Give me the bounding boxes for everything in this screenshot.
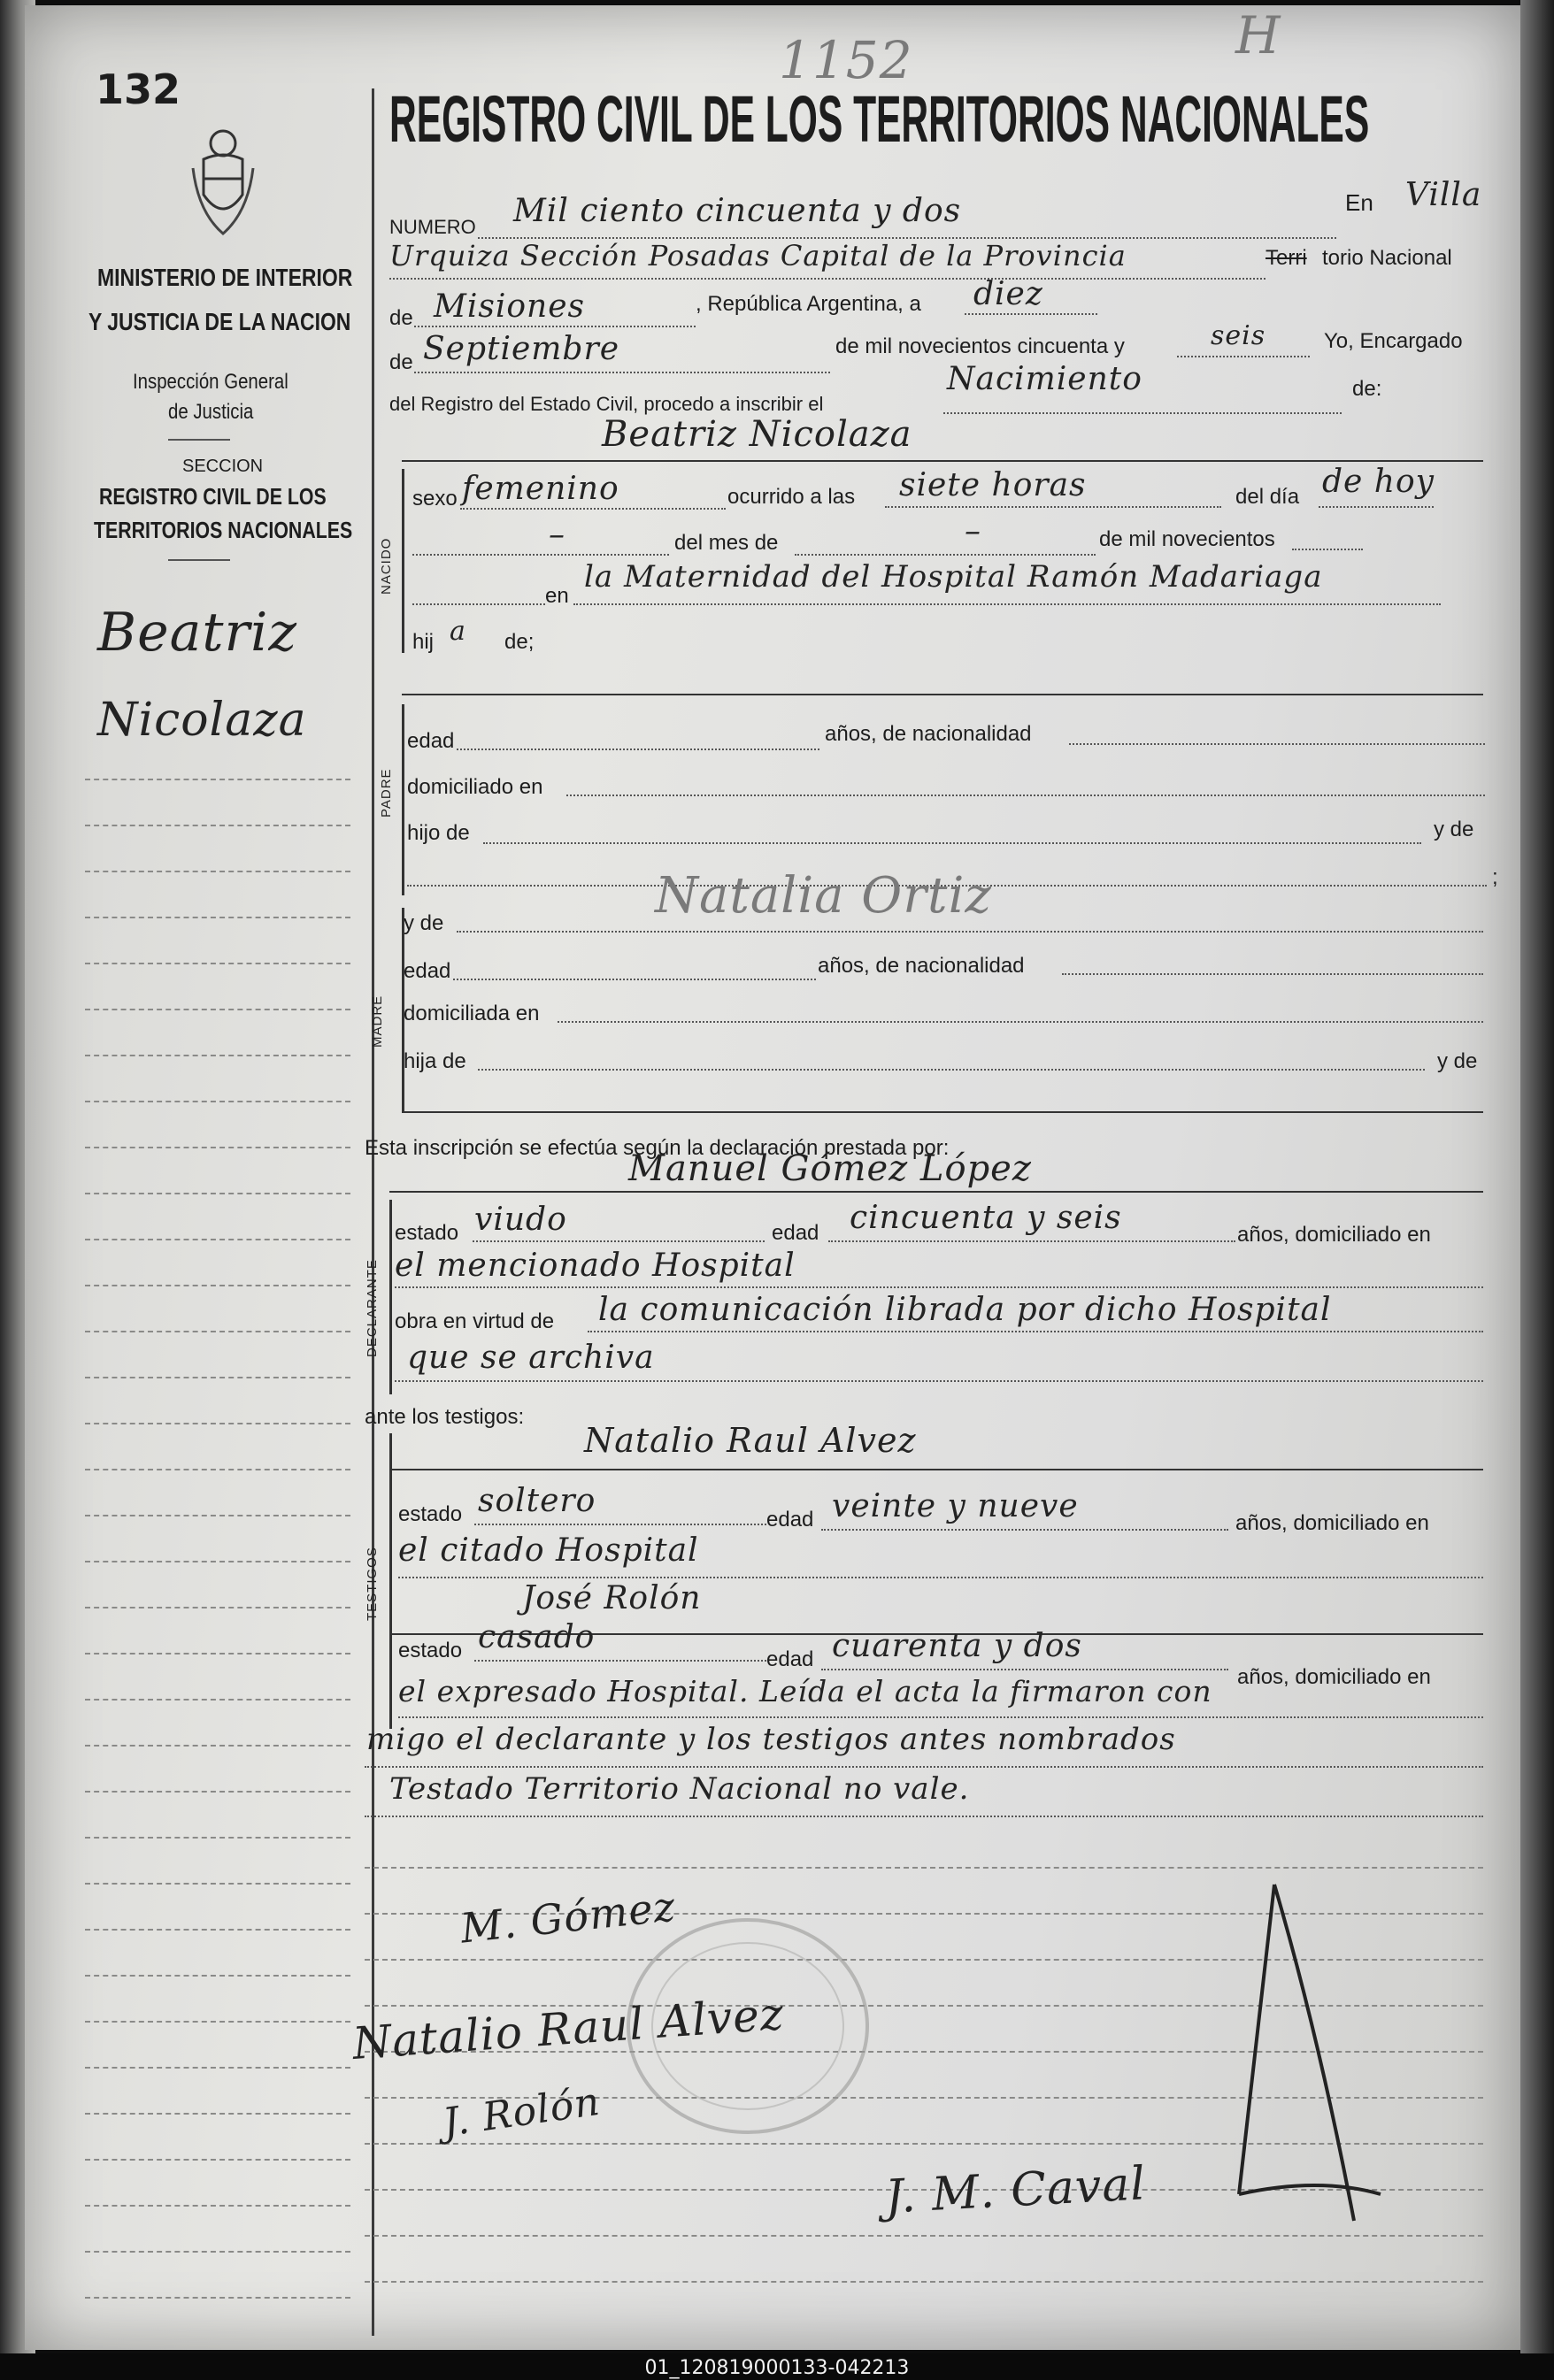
decl-obra-line [588, 1331, 1483, 1332]
decl-domicilio-line [395, 1286, 1483, 1288]
closing-line-3 [365, 1816, 1483, 1817]
mes-line [414, 372, 830, 373]
decl-domicilio-value: el mencionado Hospital [395, 1248, 796, 1284]
testigos-label: TESTIGOS [365, 1547, 380, 1621]
corner-mark: H [1235, 5, 1281, 65]
nacido-bracket [402, 469, 404, 653]
declarante-intro: Esta inscripción se efectúa según la declaración prestada por: [365, 1136, 950, 1160]
en-label: En [1345, 189, 1373, 216]
margin-rule [85, 1469, 350, 1470]
madre-end-line [402, 1111, 1483, 1113]
yo-label: Yo, Encargado [1324, 329, 1463, 353]
margin-rule [85, 2251, 350, 2253]
dia-label: del día [1235, 485, 1300, 509]
image-filename: 01_120819000133-042213 [644, 2357, 910, 2379]
padre-hijo-line [483, 842, 1421, 844]
inspection-line-2: de Justicia [168, 400, 254, 424]
margin-rule [85, 1239, 350, 1240]
madre-edad-label: edad [404, 959, 451, 983]
t1-nombre-value: Natalio Raul Alvez [584, 1421, 917, 1460]
margin-divider-2 [168, 559, 230, 561]
decl-obra-label: obra en virtud de [395, 1309, 555, 1333]
margin-rule [85, 1331, 350, 1332]
t2-estado-value: casado [478, 1619, 596, 1655]
inspection-line-1: Inspección General [133, 370, 288, 394]
padre-hijo-label: hijo de [407, 821, 470, 845]
nombre-line [402, 460, 1483, 462]
madre-label: MADRE [370, 994, 385, 1048]
margin-rule [85, 1791, 350, 1793]
decl-edad-label: edad [772, 1221, 819, 1245]
official-seal [619, 1911, 876, 2141]
nacido-line3-left [412, 603, 545, 605]
margin-rule [85, 2113, 350, 2115]
margin-rule [85, 2205, 350, 2207]
margin-rule [85, 1423, 350, 1424]
acto-line [943, 412, 1342, 414]
sexo-value: femenino [462, 471, 619, 507]
de-label: de [389, 306, 413, 330]
padre-domicilio-line [566, 795, 1485, 796]
t2-nombre-value: José Rolón [522, 1580, 702, 1616]
signature-rule [365, 2281, 1483, 2283]
section-line-2: REGISTRO CIVIL DE LOS [99, 483, 327, 510]
column-divider [372, 88, 374, 2336]
madre-hija-label: hija de [404, 1049, 466, 1073]
section-line-1: SECCION [182, 457, 264, 476]
t2-domicilio-line [398, 1716, 1483, 1718]
de-line [414, 326, 696, 327]
de2-label: de [389, 350, 413, 374]
t2-estado-label: estado [398, 1639, 463, 1662]
mil-label: de mil novecientos [1099, 527, 1275, 551]
mes-label: del mes de [674, 531, 779, 555]
nacido-label: NACIDO [379, 537, 394, 595]
madre-nombre-value: Natalia Ortiz [655, 867, 992, 925]
nacido-dash-2: – [965, 513, 981, 549]
margin-rule [85, 871, 350, 872]
register-title: REGISTRO CIVIL DE LOS TERRITORIOS NACIONALES [389, 82, 1370, 156]
margin-rule [85, 1837, 350, 1839]
padre-y-de-label: y de [1434, 818, 1474, 841]
margin-rule [85, 1561, 350, 1562]
madre-nombre-line [457, 931, 1483, 933]
margin-rule [85, 1101, 350, 1102]
margin-rule [85, 1607, 350, 1608]
dia-line [965, 313, 1097, 315]
hora-line [885, 506, 1221, 508]
section-line-3: TERRITORIOS NACIONALES [94, 517, 353, 543]
line2 [389, 278, 1266, 280]
nombre-value: Beatriz Nicolaza [602, 414, 912, 455]
margin-rule [85, 825, 350, 826]
declarante-nombre-value: Manuel Gómez López [628, 1148, 1032, 1189]
margin-rule [85, 779, 350, 780]
margin-rule [85, 2021, 350, 2023]
margin-rule [85, 1009, 350, 1010]
t2-edad-value: cuarenta y dos [832, 1628, 1082, 1664]
nacido-end-line [402, 694, 1483, 695]
declarante-label: DECLARANTE [365, 1259, 380, 1357]
margin-rule [85, 1515, 350, 1516]
nacido-dash-1: – [549, 517, 565, 553]
padre-edad-line [457, 749, 819, 750]
padre-label: PADRE [379, 768, 394, 818]
margin-rule [85, 1147, 350, 1148]
margin-divider-1 [168, 439, 230, 441]
nacido-en-label: en [545, 584, 569, 608]
anio-label: de mil novecientos cincuenta y [835, 334, 1125, 358]
margin-rule [85, 2159, 350, 2161]
coat-of-arms-icon [186, 124, 260, 241]
register-number-stamp: 1152 [779, 30, 913, 90]
t1-estado-line [474, 1524, 766, 1525]
ministry-line-2: Y JUSTICIA DE LA NACION [88, 308, 351, 335]
lugar-value: la Maternidad del Hospital Ramón Madariaga [584, 559, 1323, 595]
padre-edad-label: edad [407, 729, 455, 753]
hij-value: a [450, 616, 466, 647]
nacido-line2-left [412, 554, 669, 556]
signature-3: J. Rolón [440, 2078, 604, 2146]
ocurrido-label: ocurrido a las [727, 485, 856, 509]
margin-name-last: Nicolaza [97, 694, 307, 747]
lugar-line [573, 603, 1441, 605]
declarante-bracket [389, 1200, 392, 1394]
t2-edad-label: edad [766, 1647, 814, 1671]
decl-edad-value: cincuenta y seis [850, 1200, 1122, 1236]
margin-rule [85, 1377, 350, 1378]
closing-text-2: migo el declarante y los testigos antes nombrados [366, 1722, 1176, 1757]
padre-nacionalidad-label: años, de nacionalidad [825, 722, 1032, 746]
t2-domicilio-value: el expresado Hospital. Leída el acta la firmaron con [398, 1674, 1212, 1708]
padre-semicolon: ; [1492, 865, 1498, 889]
margin-rule [85, 1699, 350, 1701]
anio-value: seis [1211, 320, 1266, 351]
decl-edad-line [828, 1240, 1235, 1242]
margin-name-first: Beatriz [97, 602, 297, 664]
nacido-mes-line [795, 554, 1096, 556]
t1-estado-value: soltero [478, 1483, 596, 1519]
margin-rule [85, 1055, 350, 1056]
mes-value: Septiembre [423, 331, 619, 367]
madre-y-de-end: y de [1437, 1049, 1478, 1073]
t2-edad-line [821, 1669, 1228, 1670]
t1-nombre-line [389, 1469, 1483, 1470]
anio-line [1177, 356, 1310, 357]
padre-bracket [402, 704, 404, 895]
madre-edad-line [453, 979, 816, 980]
madre-y-de-label: y de [404, 911, 444, 935]
sexo-label: sexo [412, 487, 458, 511]
dia-value: diez [973, 276, 1043, 312]
en-value: Villa [1405, 177, 1482, 213]
margin-rule [85, 1653, 350, 1654]
territorio-label: torio Nacional [1322, 246, 1452, 270]
republica-label: , República Argentina, a [696, 292, 921, 316]
margin-rule [85, 917, 350, 918]
mil-line [1292, 549, 1363, 550]
numero-label: NUMERO [389, 216, 476, 238]
t1-domicilio-label: años, domiciliado en [1235, 1511, 1429, 1535]
t1-edad-line [821, 1529, 1228, 1531]
signature-2: Natalio Raul Alvez [350, 1988, 786, 2069]
closing-line-2 [365, 1766, 1483, 1768]
signature-flourish [1221, 1858, 1398, 2265]
padre-domicilio-label: domiciliado en [407, 775, 543, 799]
t1-estado-label: estado [398, 1502, 463, 1526]
testigos-intro: ante los testigos: [365, 1405, 525, 1429]
closing-text-3: Testado Territorio Nacional no vale. [389, 1771, 970, 1807]
territorio-struck: Terri [1266, 246, 1307, 270]
margin-rule [85, 1929, 350, 1931]
madre-domicilio-line [558, 1021, 1483, 1023]
decl-estado-value: viudo [474, 1202, 567, 1238]
hij-label: hij [412, 630, 435, 654]
margin-rule [85, 1975, 350, 1977]
decl-obra-value: la comunicación librada por dicho Hospital [598, 1292, 1332, 1328]
decl-estado-line [473, 1240, 765, 1242]
decl-estado-label: estado [395, 1221, 459, 1245]
margin-rule [85, 2297, 350, 2299]
decl-domicilio-label: años, domiciliado en [1237, 1223, 1431, 1247]
margin-rule [85, 2067, 350, 2069]
padre-nacionalidad-line [1069, 743, 1485, 745]
sexo-line [460, 508, 726, 510]
t1-domicilio-value: el citado Hospital [398, 1532, 699, 1569]
nacido-dia-value: de hoy [1322, 464, 1435, 500]
t1-domicilio-line [398, 1577, 1483, 1578]
acto-value: Nacimiento [947, 361, 1142, 397]
signature-1: M. Gómez [458, 1882, 679, 1953]
signature-4: J. M. Caval [883, 2157, 1148, 2224]
decl-obra-line2 [395, 1380, 1483, 1382]
margin-rule [85, 1745, 350, 1747]
margin-rule [85, 1883, 350, 1885]
hij-de-label: de; [504, 630, 535, 654]
madre-hija-line [478, 1069, 1425, 1071]
registro-label: del Registro del Estado Civil, procedo a inscribir el [389, 393, 824, 415]
de-colon-label: de: [1352, 377, 1382, 401]
madre-nacionalidad-line [1062, 973, 1483, 975]
t1-edad-value: veinte y nueve [832, 1488, 1079, 1524]
numero-value: Mil ciento cincuenta y dos [513, 193, 962, 229]
margin-rule [85, 1193, 350, 1194]
line2-value: Urquiza Sección Posadas Capital de la Provincia [389, 239, 1127, 273]
page-number: 132 [96, 65, 181, 113]
margin-rule [85, 963, 350, 964]
de-value: Misiones [434, 288, 586, 325]
ministry-line-1: MINISTERIO DE INTERIOR [97, 264, 353, 291]
madre-domicilio-label: domiciliada en [404, 1002, 540, 1025]
t1-edad-label: edad [766, 1508, 814, 1532]
margin-rule [85, 1285, 350, 1286]
madre-nacionalidad-label: años, de nacionalidad [818, 954, 1025, 978]
t2-estado-line [474, 1660, 766, 1662]
t2-domicilio-label: años, domiciliado en [1237, 1665, 1431, 1689]
testigos-bracket [389, 1433, 392, 1729]
decl-obra-value2: que se archiva [407, 1340, 655, 1376]
nacido-dia-line [1319, 506, 1434, 508]
page-edge [1520, 0, 1554, 2380]
hora-value: siete horas [899, 467, 1087, 503]
declarante-nombre-line [389, 1191, 1483, 1193]
